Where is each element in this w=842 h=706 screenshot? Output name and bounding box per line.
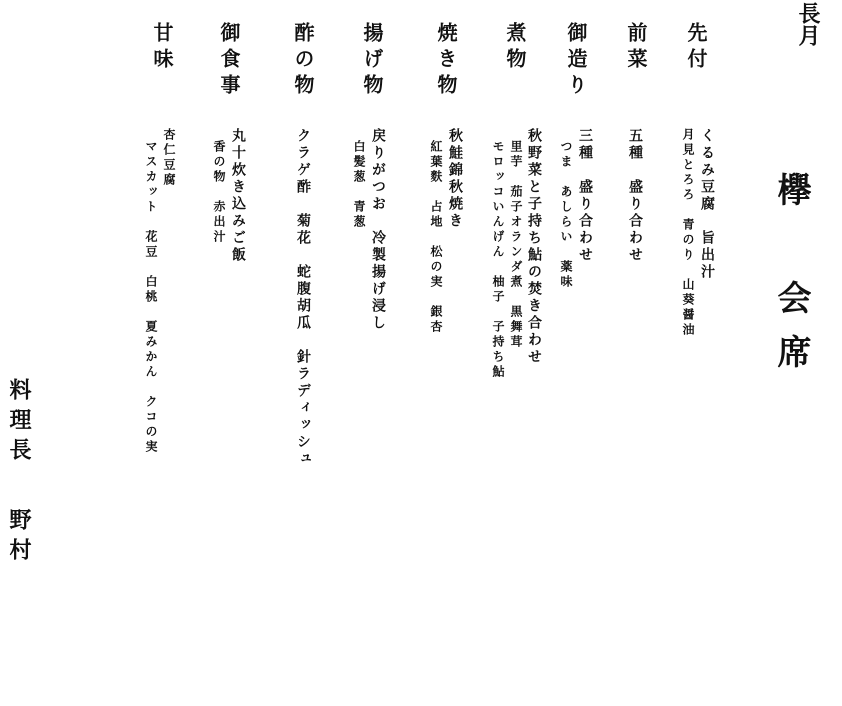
chef-signature <box>8 378 30 568</box>
nimono-line-3: モロッコいんげん 柚子 子持ち鮎 <box>491 140 505 380</box>
kanmi-line-1: 杏仁豆腐 <box>162 128 176 188</box>
sunomono-line-1: クラゲ酢 菊花 蛇腹胡瓜 針ラディッシュ <box>295 128 311 468</box>
nimono-line-1: 秋野菜と子持ち鮎の焚き合わせ <box>526 128 542 366</box>
sakizuke-line-1: くるみ豆腐 旨出汁 <box>699 128 715 281</box>
course-heading-yakimono: 焼き物 <box>434 22 458 100</box>
zensai-line-1: 五種 盛り合わせ <box>627 128 643 264</box>
kanmi-line-2: マスカット 花豆 白桃 夏みかん クコの実 <box>144 140 158 455</box>
course-heading-otsukuri: 御造り <box>564 22 588 100</box>
course-heading-sakizuke: 先付 <box>684 22 708 74</box>
yakimono-line-2: 紅葉麩 占地 松の実 銀杏 <box>429 140 443 335</box>
agemono-line-1: 戻りがつお 冷製揚げ浸し <box>370 128 386 332</box>
oshokuji-line-2: 香の物 赤出汁 <box>212 140 226 245</box>
course-heading-sunomono: 酢の物 <box>291 22 315 100</box>
sakizuke-line-2: 月見とろろ 青のり 山葵醤油 <box>681 128 695 338</box>
month-label: 長月 <box>795 2 821 46</box>
yakimono-line-1: 秋鮭錦秋焼き <box>447 128 463 230</box>
chef-name: 野村 <box>6 508 32 568</box>
otsukuri-line-2: つま あしらい 薬味 <box>559 140 573 290</box>
menu-title: 欅 会席 <box>771 172 811 388</box>
agemono-line-2: 白髪葱 青葱 <box>352 140 366 230</box>
otsukuri-line-1: 三種 盛り合わせ <box>577 128 593 264</box>
nimono-line-2: 里芋 茄子オランダ煮 黒舞茸 <box>509 140 523 350</box>
oshokuji-line-1: 丸十炊き込みご飯 <box>230 128 246 264</box>
course-heading-zensai: 前菜 <box>624 22 648 74</box>
course-heading-agemono: 揚げ物 <box>360 22 384 100</box>
course-heading-kanmi: 甘味 <box>150 22 174 74</box>
course-heading-oshokuji: 御食事 <box>217 22 241 100</box>
chef-title: 料理長 <box>6 378 32 468</box>
course-heading-nimono: 煮物 <box>503 22 527 74</box>
